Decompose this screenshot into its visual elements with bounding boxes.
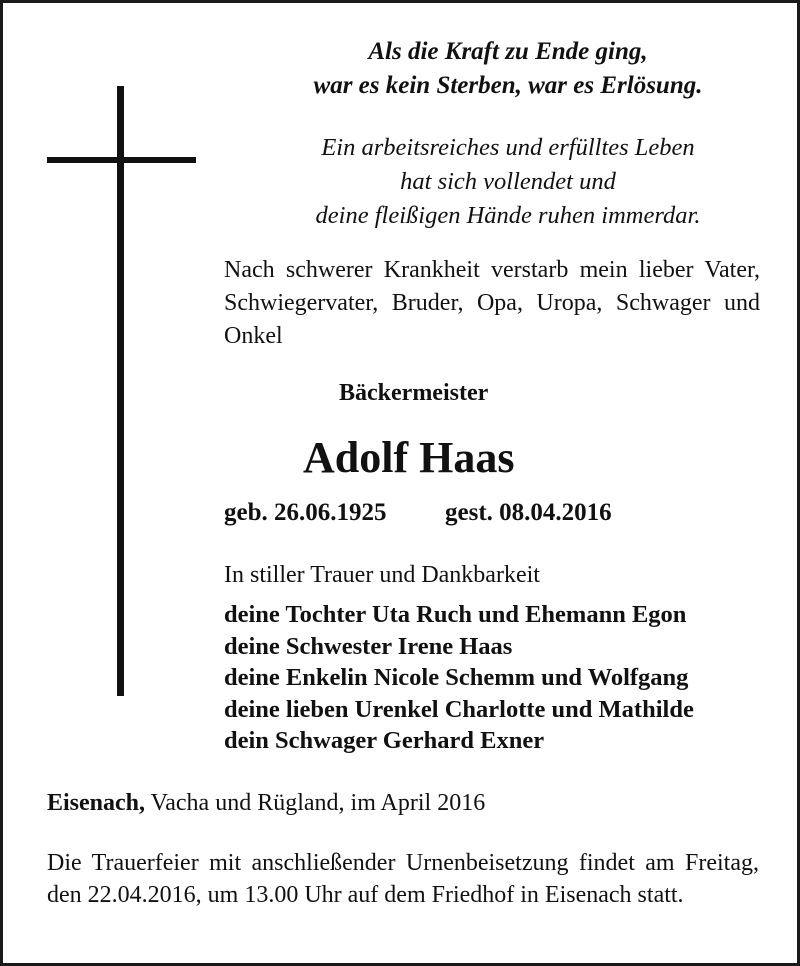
family-list (224, 599, 694, 757)
place-date-line (47, 787, 485, 819)
motto-bold-line: war es kein Sterben, war es Erlösung. (313, 72, 703, 99)
place-rest: Vacha und Rügland, im April 2016 (145, 790, 486, 816)
birth-date: geb. 26.06.1925 (224, 499, 387, 526)
family-member: deine Enkelin Nicole Schemm und Wolfgang (224, 664, 689, 691)
motto-italic-line: Ein arbeitsreiches und erfülltes Leben (321, 134, 695, 161)
place-bold: Eisenach, (47, 790, 146, 816)
cross-vertical-bar (117, 86, 124, 696)
deceased-name: Adolf Haas (303, 433, 515, 482)
family-member: deine lieben Urenkel Charlotte und Mathilde (224, 695, 694, 723)
funeral-info: Die Trauerfeier mit anschließender Urnenbeisetzung findet am Freitag, den 22.04.2016, um 13.00 Uhr auf dem Friedhof in Eisenach statt. (47, 850, 759, 908)
motto-italic-line: deine fleißigen Hände ruhen immerdar. (315, 202, 701, 229)
motto-bold (263, 35, 753, 103)
cross-horizontal-bar (47, 157, 196, 163)
intro-text: Nach schwerer Krankheit verstarb mein lieber Vater, Schwiegervater, Bruder, Opa, Uropa, Schwager und Onkel (224, 257, 760, 349)
family-member: deine Tochter Uta Ruch und Ehemann Egon (224, 601, 687, 628)
profession-title: Bäckermeister (339, 380, 489, 406)
death-date: gest. 08.04.2016 (445, 499, 612, 526)
family-member: deine Schwester Irene Haas (224, 632, 513, 660)
motto-italic (263, 131, 753, 233)
family-member: dein Schwager Gerhard Exner (224, 727, 545, 754)
motto-bold-line: Als die Kraft zu Ende ging, (368, 38, 648, 65)
mourning-line: In stiller Trauer und Dankbarkeit (224, 562, 540, 588)
motto-italic-line: hat sich vollendet und (400, 168, 616, 195)
